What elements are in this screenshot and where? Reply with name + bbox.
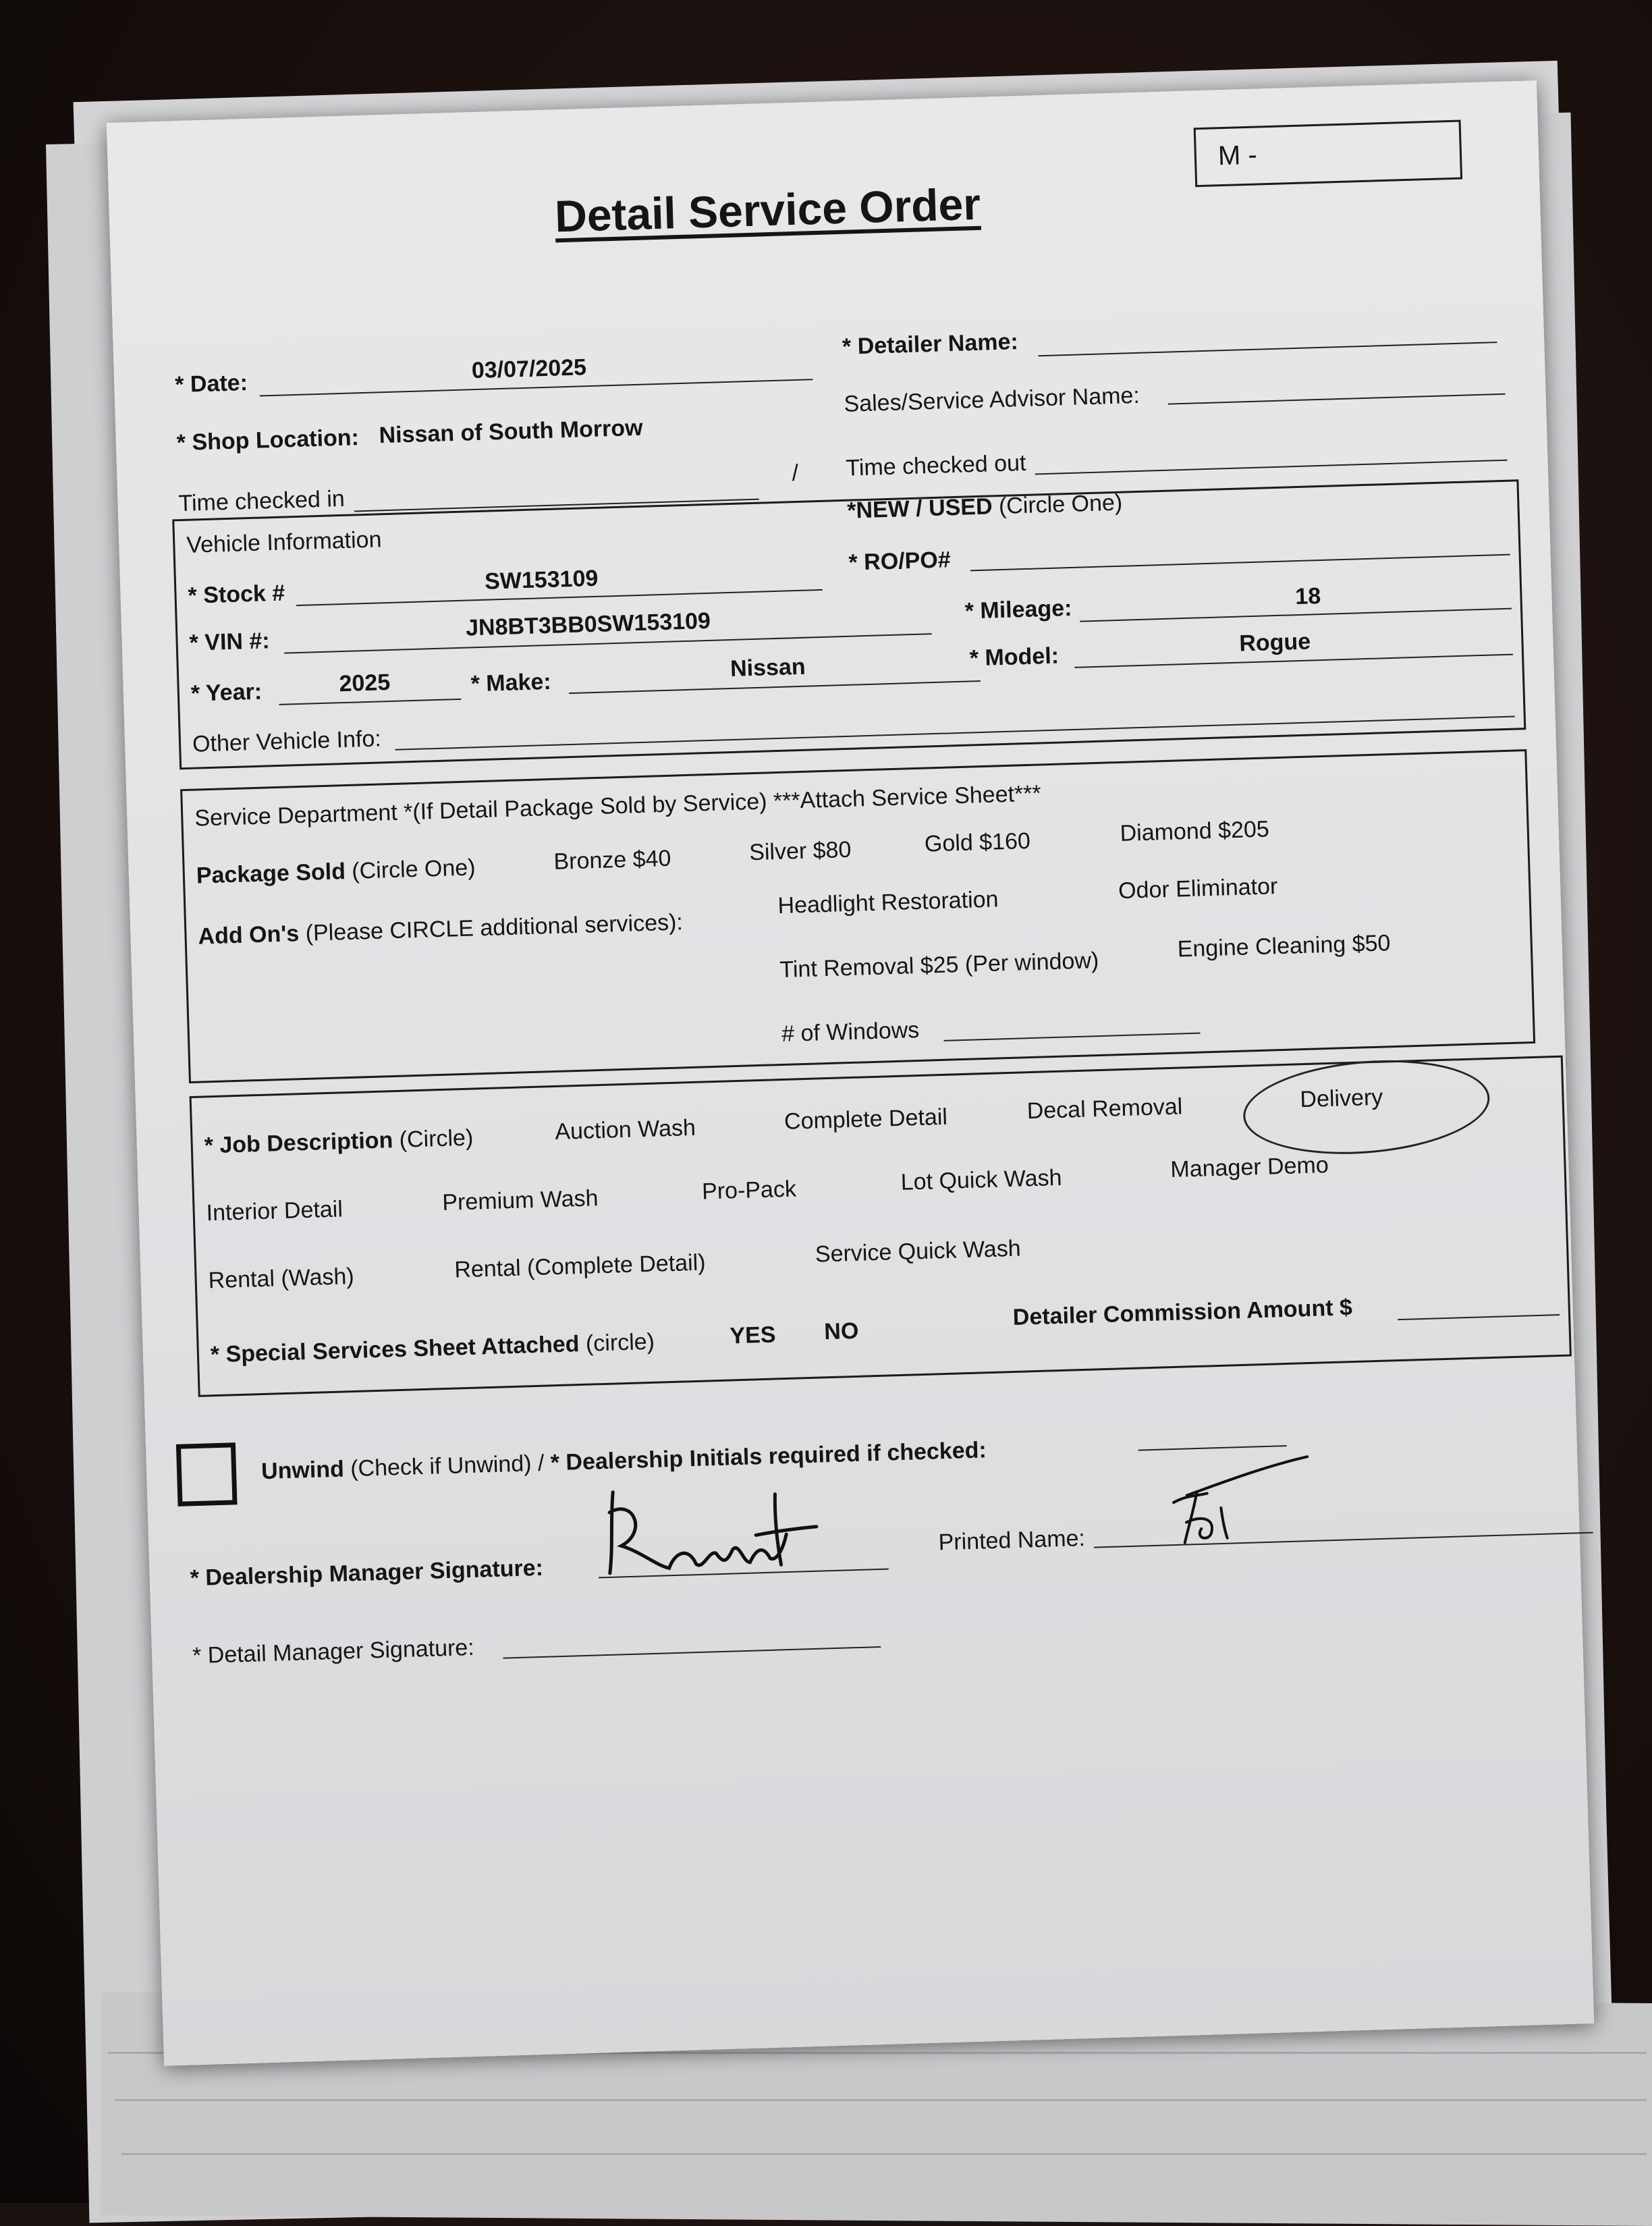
detail-manager-signature-label: * Detail Manager Signature: [192,1634,475,1669]
add-ons-text: Add On's [198,921,300,950]
package-sold-hint: (Circle One) [351,854,476,884]
vehicle-info-label: Vehicle Information [186,526,382,558]
job-interior-detail[interactable]: Interior Detail [206,1196,343,1226]
new-used-text: *NEW / USED [846,493,993,524]
special-services-text: * Special Services Sheet Attached [210,1331,580,1368]
addon-tint-removal[interactable]: Tint Removal $25 (Per window) [779,948,1099,983]
ro-po-label: * RO/PO# [848,547,952,576]
unwind-hint: (Check if Unwind) / [350,1450,551,1482]
vin-label: * VIN #: [189,628,271,656]
service-department-header: Service Department *(If Detail Package Sold by Service) ***Attach Service Sheet*** [194,780,1042,832]
addon-engine-cleaning[interactable]: Engine Cleaning $50 [1177,930,1391,962]
time-checked-in-label: Time checked in [177,485,346,517]
detailer-name-label: * Detailer Name: [842,329,1019,360]
time-out-line[interactable] [1035,460,1508,475]
detail-service-order-form [107,80,1595,2066]
shop-location-label [176,425,359,456]
job-auction-wash[interactable]: Auction Wash [554,1114,696,1145]
job-description-text: * Job Description [204,1127,393,1159]
package-silver[interactable]: Silver $80 [748,836,852,866]
make-label: * Make: [470,668,552,697]
initials-label: * Dealership Initials required if checked: [550,1437,987,1476]
detail-manager-signature-line[interactable] [503,1646,881,1659]
other-vehicle-info-label: Other Vehicle Info: [192,726,382,757]
date-value[interactable]: 03/07/2025 [471,354,587,384]
addon-headlight-restoration[interactable]: Headlight Restoration [777,886,999,919]
model-value[interactable]: Rogue [1238,628,1311,657]
windows-count-label: # of Windows [781,1016,920,1047]
commission-amount-label: Detailer Commission Amount $ [1012,1295,1353,1331]
stock-value[interactable]: SW153109 [484,565,599,595]
year-value[interactable]: 2025 [338,669,391,697]
addon-odor-eliminator[interactable]: Odor Eliminator [1118,873,1278,904]
add-ons-hint: (Please CIRCLE additional services): [305,909,684,946]
job-complete-detail[interactable]: Complete Detail [783,1104,948,1135]
mileage-value[interactable]: 18 [1294,583,1321,610]
package-bronze[interactable]: Bronze $40 [553,845,671,875]
job-premium-wash[interactable]: Premium Wash [441,1185,599,1216]
time-checked-out-label: Time checked out [845,450,1026,481]
job-decal-removal[interactable]: Decal Removal [1026,1093,1183,1124]
detailer-name-line[interactable] [1039,342,1497,356]
job-rental-wash[interactable]: Rental (Wash) [208,1263,355,1294]
mileage-label: * Mileage: [964,595,1072,624]
package-diamond[interactable]: Diamond $205 [1120,816,1270,846]
make-value[interactable]: Nissan [729,653,806,682]
stack-line [121,2153,1647,2155]
special-services-no[interactable]: NO [823,1318,859,1345]
stock-label: * Stock # [188,580,285,609]
job-manager-demo[interactable]: Manager Demo [1169,1152,1329,1183]
printed-name-scribble [1145,1451,1323,1558]
slash-separator: / [792,460,799,487]
unwind-text: Unwind [260,1456,345,1485]
advisor-name-line[interactable] [1168,393,1506,405]
package-gold[interactable]: Gold $160 [924,827,1031,857]
m-number-label: M - [1217,140,1258,171]
printed-name-label: Printed Name: [938,1525,1086,1556]
shop-location-value[interactable]: Nissan of South Morrow [379,414,644,449]
vin-value[interactable]: JN8BT3BB0SW153109 [465,607,711,641]
job-service-quick-wash[interactable]: Service Quick Wash [815,1235,1022,1268]
job-delivery[interactable]: Delivery [1299,1084,1383,1113]
job-rental-complete-detail[interactable]: Rental (Complete Detail) [453,1249,707,1283]
manager-signature-scribble [592,1464,879,1587]
special-services-yes[interactable]: YES [729,1322,777,1349]
m-number-box[interactable] [1194,120,1462,188]
manager-signature-label: * Dealership Manager Signature: [190,1554,544,1592]
job-pro-pack[interactable]: Pro-Pack [701,1176,797,1205]
advisor-name-label: Sales/Service Advisor Name: [844,382,1140,417]
stack-line [115,2099,1647,2101]
package-sold-text: Package Sold [196,859,346,889]
form-title: Detail Service Order [554,178,981,242]
date-label: * Date: [174,370,248,398]
new-used-hint: (Circle One) [998,489,1123,520]
shop-location-label-text: * Shop Location: [176,425,360,456]
unwind-checkbox[interactable] [176,1442,238,1506]
special-services-hint: (circle) [585,1328,655,1357]
initials-line[interactable] [1138,1445,1287,1451]
job-description-hint: (Circle) [399,1124,474,1153]
job-lot-quick-wash[interactable]: Lot Quick Wash [900,1164,1063,1195]
model-label: * Model: [969,643,1059,672]
year-label: * Year: [190,678,263,707]
